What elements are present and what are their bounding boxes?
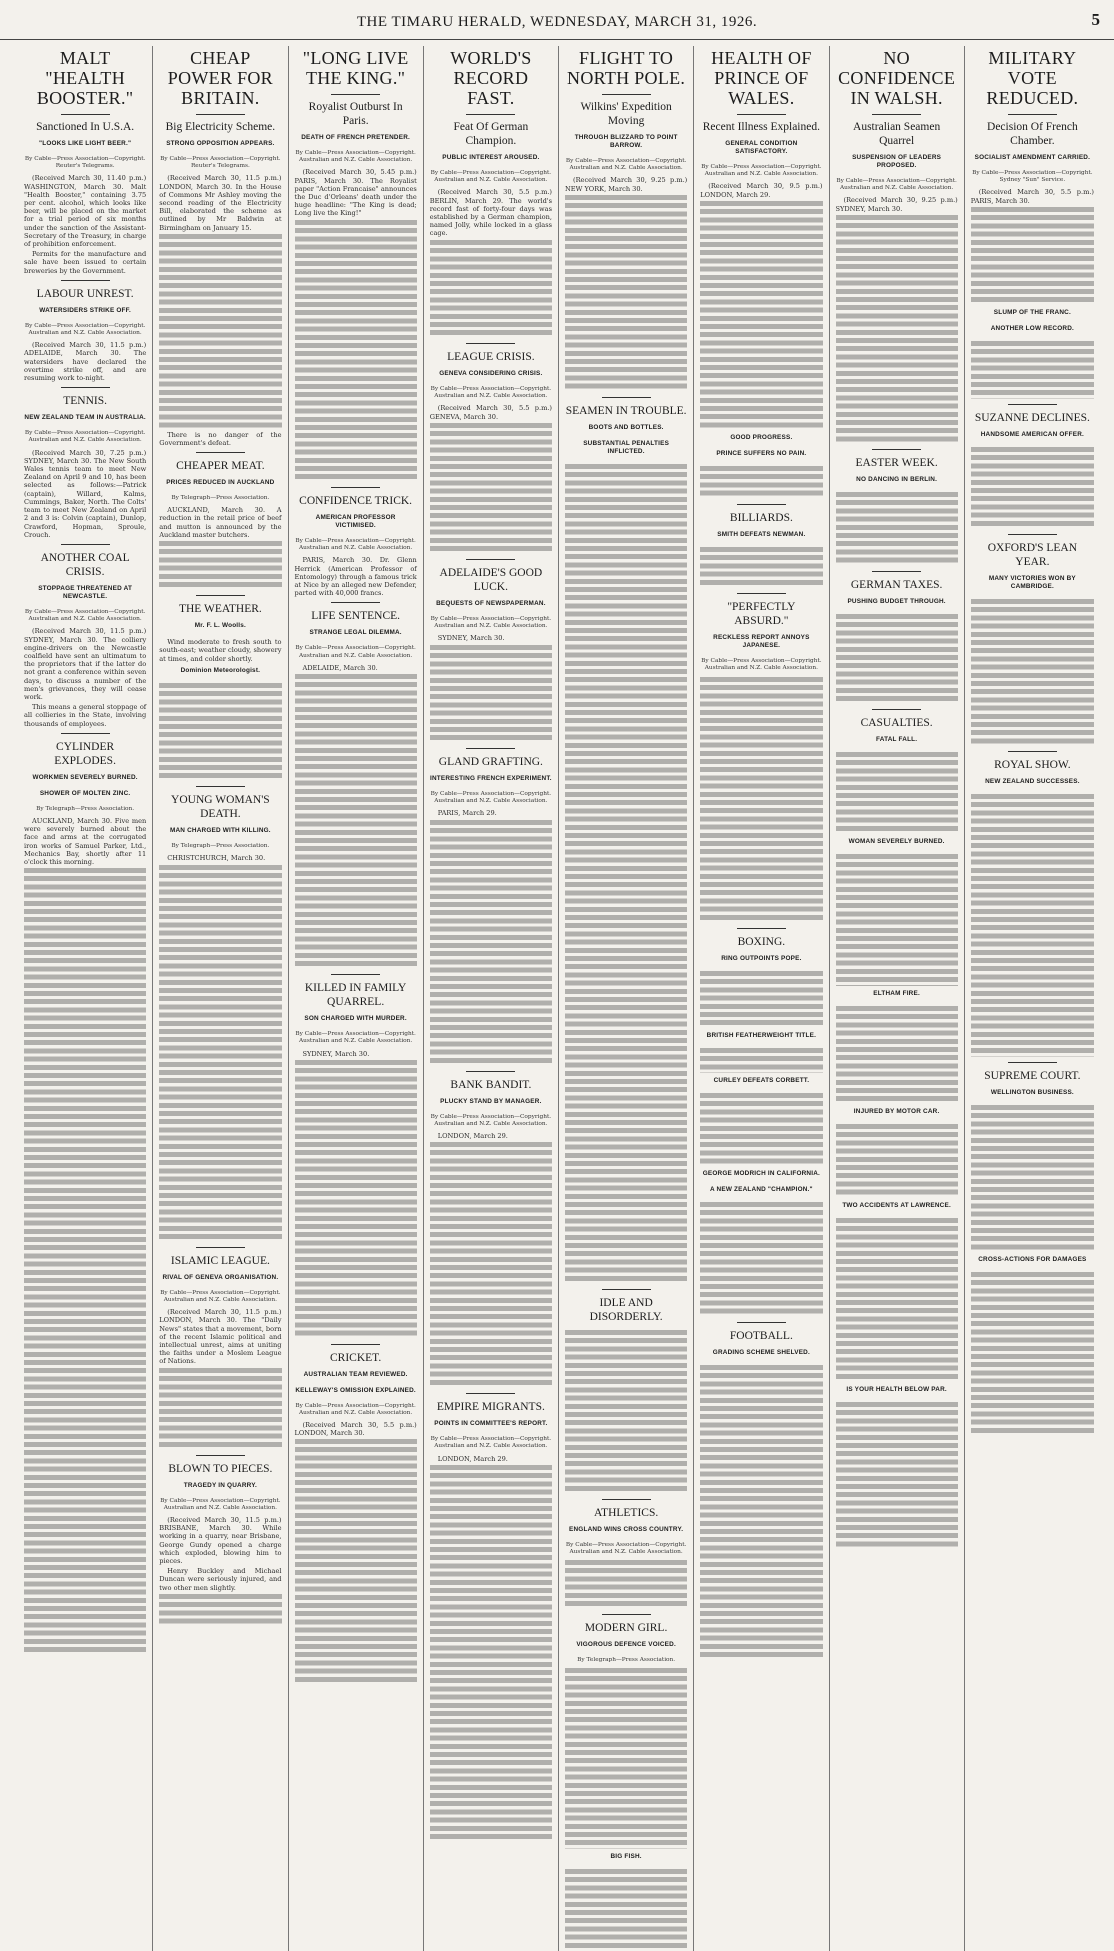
illegible-text-block [700,971,822,1028]
illegible-text-block [159,1594,281,1627]
illegible-text-block [971,794,1094,1056]
divider-rule [737,593,786,594]
article-paragraph: (Received March 30, 9.25 p.m.) SYDNEY, March 30. [835,196,958,213]
article-subhead: ANOTHER LOW RECORD. [990,325,1075,333]
divider-rule [331,974,380,975]
article-subhead: AUSTRALIAN TEAM REVIEWED. [303,1370,408,1378]
article-subhead: KELLEWAY'S OMISSION EXPLAINED. [295,1386,416,1394]
article-deck: Feat Of German Champion. [453,121,529,147]
article-title: CHEAPER MEAT. [176,460,265,473]
illegible-text-block [295,1060,417,1339]
illegible-text-block [565,1668,687,1848]
article-paragraph: (Received March 30, 5.5 p.m.) LONDON, March 30. [294,1421,417,1438]
wire-credit: By Cable—Press Association—Copyright. Australian and N.Z. Cable Association. [430,616,552,630]
article-subhead: CURLEY DEFEATS CORBETT. [713,1076,810,1084]
article-title: CONFIDENCE TRICK. [299,495,413,508]
article-subhead: A NEW ZEALAND "CHAMPION." [709,1186,813,1194]
article-paragraph: PARIS, March 29. [437,809,497,818]
illegible-text-block [565,1560,687,1609]
article-subhead: Mr. F. L. Woolls. [194,622,246,630]
article-subhead: PUBLIC INTEREST AROUSED. [442,154,540,161]
illegible-text-block [430,820,552,1066]
illegible-text-block [971,1272,1094,1436]
divider-rule [331,1344,380,1345]
newspaper-title: THE TIMARU HERALD, WEDNESDAY, MARCH 31, 1926. [356,14,758,30]
article-title: SUZANNE DECLINES. [974,411,1090,424]
article-paragraph: (Received March 30, 5.5 p.m.) BERLIN, March 29. The world's record fast of forty-four days was established by a German champion, named Jolly, while locked in a glass cage. [429,188,552,238]
wire-credit: By Cable—Press Association—Copyright. Australian and N.Z. Cable Association. [295,150,416,164]
divider-rule [466,1071,515,1072]
article-subhead: GEORGE MODRICH IN CALIFORNIA. [702,1170,821,1178]
article-subhead: MANY VICTORIES WON BY CAMBRIDGE. [988,574,1076,590]
article-subhead: SUBSTANTIAL PENALTIES INFLICTED. [583,439,670,455]
illegible-text-block [24,868,146,1655]
article-subhead: STRONG OPPOSITION APPEARS. [166,140,275,147]
wire-credit: By Telegraph—Press Association. [577,1657,676,1664]
illegible-text-block [700,1093,822,1167]
column-6 [694,46,829,1951]
divider-rule [61,114,110,115]
article-deck: Recent Illness Explained. [702,121,820,133]
article-subhead: PUSHING BUDGET THROUGH. [847,598,946,606]
article-title: CRICKET. [330,1351,382,1364]
article-paragraph: (Received March 30, 11.5 p.m.) ADELAIDE, March 30. The watersiders have declared the overtime strike off, and are resuming work to-night. [24,341,147,383]
article-title: SEAMEN IN TROUBLE. [565,404,687,417]
divider-rule [466,114,515,115]
wire-credit: By Cable—Press Association—Copyright. Sydney "Sun" Service. [972,170,1093,184]
illegible-text-block [836,1124,958,1198]
wire-credit: By Telegraph—Press Association. [36,805,135,812]
illegible-text-block [159,541,281,590]
illegible-text-block [430,423,552,554]
article-paragraph: This means a general stoppage of all collieries in the State, involving thousands of employees. [24,703,147,728]
wire-credit: By Cable—Press Association—Copyright. Australian and N.Z. Cable Association. [295,645,416,659]
illegible-text-block [295,1439,417,1685]
divider-rule [61,280,110,281]
article-headline: FLIGHT TO NORTH POLE. [567,48,686,88]
article-title: BOXING. [737,935,786,948]
article-subhead: INTERESTING FRENCH EXPERIMENT. [429,775,552,783]
article-title: TENNIS. [63,395,107,408]
article-paragraph: Wind moderate to fresh south to south-east; weather cloudy, showery at times, and colder shortly. [159,638,282,663]
article-headline: HEALTH OF PRINCE OF WALES. [711,48,812,108]
illegible-text-block [971,1105,1094,1253]
wire-credit: By Cable—Press Association—Copyright. Australian and N.Z. Cable Association. [430,170,552,184]
article-title: FOOTBALL. [729,1330,793,1343]
illegible-text-block [836,614,958,704]
divider-rule [1008,1062,1057,1063]
column-3 [289,46,424,1951]
article-subhead: ENGLAND WINS CROSS COUNTRY. [569,1525,684,1533]
article-subhead: WATERSIDERS STRIKE OFF. [39,306,132,314]
article-title: CYLINDER EXPLODES. [54,740,116,767]
illegible-text-block [430,645,552,743]
article-title: ISLAMIC LEAGUE. [170,1254,270,1267]
divider-rule [602,94,651,95]
illegible-text-block [700,1202,822,1317]
divider-rule [331,602,380,603]
divider-rule [196,1247,245,1248]
article-title: ROYAL SHOW. [994,759,1071,772]
article-paragraph: There is no danger of the Government's defeat. [159,430,282,447]
article-subhead: NEW ZEALAND TEAM IN AUSTRALIA. [24,414,146,422]
article-title: ATHLETICS. [594,1506,659,1519]
article-subhead: PLUCKY STAND BY MANAGER. [440,1097,542,1105]
article-title: ADELAIDE'S GOOD LUCK. [439,567,543,594]
illegible-text-block [565,1869,687,1951]
article-subhead: VIGOROUS DEFENCE VOICED. [576,1641,676,1649]
page-number: 5 [1091,10,1100,29]
divider-rule [872,114,921,115]
wire-credit: By Cable—Press Association—Copyright. Australian and N.Z. Cable Association. [565,1541,687,1555]
article-deck: Royalist Outburst In Paris. [308,101,403,127]
divider-rule [602,1614,651,1615]
article-subhead: IS YOUR HEALTH BELOW PAR. [846,1385,947,1393]
article-paragraph: SYDNEY, March 30. [437,634,505,643]
illegible-text-block [295,220,417,482]
article-subhead: HANDSOME AMERICAN OFFER. [980,430,1084,438]
illegible-text-block [971,447,1094,529]
article-title: OXFORD'S LEAN YEAR. [987,541,1078,568]
article-paragraph: (Received March 30, 5.5 p.m.) GENEVA, March 30. [429,404,552,421]
article-paragraph: (Received March 30, 11.5 p.m.) LONDON, March 30. In the House of Commons Mr Ashley moving the second reading of the Electricity Bill, elaborated the scheme as outlined by Mr Baldwin at Birmingham on January 15. [159,174,282,232]
column-5 [559,46,694,1951]
article-paragraph: ADELAIDE, March 30. [302,663,378,672]
divider-rule [1008,751,1057,752]
article-subhead: PRINCE SUFFERS NO PAIN. [716,450,807,458]
article-subhead: POINTS IN COMMITTEE'S REPORT. [434,1420,548,1428]
illegible-text-block [700,547,822,588]
wire-credit: By Telegraph—Press Association. [171,843,270,850]
article-deck: Sanctioned In U.S.A. [36,121,135,133]
article-title: KILLED IN FAMILY QUARREL. [304,982,407,1009]
wire-credit: By Cable—Press Association—Copyright. Australian and N.Z. Cable Association. [160,1289,281,1304]
illegible-text-block [565,464,687,1284]
article-title: "PERFECTLY ABSURD." [727,601,796,628]
illegible-text-block [700,1048,822,1073]
article-title: BLOWN TO PIECES. [168,1462,273,1475]
article-deck: Wilkins' Expedition Moving [580,101,672,127]
article-deck: Big Electricity Scheme. [165,121,276,133]
wire-credit: By Telegraph—Press Association. [171,495,270,502]
article-subhead: Dominion Meteorologist. [180,666,261,674]
article-paragraph: Permits for the manufacture and sale have been issued to certain breweries by the Government. [24,250,147,275]
illegible-text-block [565,195,687,392]
illegible-text-block [836,215,958,445]
article-title: BANK BANDIT. [450,1078,532,1091]
wire-credit: By Cable—Press Association—Copyright. Australian and N.Z. Cable Association. [430,1436,552,1450]
illegible-text-block [700,677,822,923]
wire-credit: By Cable—Press Association—Copyright. Reuter's Telegrams. [24,156,146,170]
divider-rule [196,786,245,787]
divider-rule [1008,404,1057,405]
article-title: MODERN GIRL. [584,1622,668,1635]
illegible-text-block [700,466,822,499]
article-title: SUPREME COURT. [984,1069,1081,1082]
article-subhead: SOCIALIST AMENDMENT CARRIED. [974,154,1091,161]
divider-rule [737,1322,786,1323]
illegible-text-block [159,1368,281,1450]
illegible-text-block [836,752,958,834]
article-paragraph: PARIS, March 30. Dr. Glenn Herrick (American Professor of Entomology) through a famous trick at Nice by an alleged new Defender, parted with 40,000 francs. [294,556,417,598]
article-paragraph: (Received March 30, 9.5 p.m.) LONDON, March 29. [700,182,823,199]
article-paragraph: (Received March 30, 11.5 p.m.) BRISBANE, March 30. While working in a quarry, near Brisbane, George Gundy opened a charge which exploded, blowing him to pieces. [159,1516,282,1566]
article-deck: Australian Seamen Quarrel [853,121,941,147]
illegible-text-block [971,599,1094,747]
article-paragraph: AUCKLAND, March 30. A reduction in the retail price of beef and mutton is announced by the Auckland master butchers. [159,506,282,539]
article-subhead: SUSPENSION OF LEADERS PROPOSED. [852,154,942,169]
wire-credit: By Cable—Press Association—Copyright. Reuter's Telegrams. [160,156,281,170]
article-paragraph: (Received March 30, 11.40 p.m.) WASHINGTON, March 30. Malt "Health Booster," containing 3.75 per cent. alcohol, which looks like beer, will be placed on the market for a trial period of six months under the sanction of the Assistant-Secretary of the Treasury, in charge of prohibition enforcement. [24,174,147,249]
wire-credit: By Cable—Press Association—Copyright. Australian and N.Z. Cable Association. [701,164,822,178]
article-subhead: AMERICAN PROFESSOR VICTIMISED. [315,514,396,530]
divider-rule [196,595,245,596]
article-subhead: THROUGH BLIZZARD TO POINT BARROW. [574,134,678,149]
article-subhead: BOOTS AND BOTTLES. [588,423,664,431]
article-subhead: SLUMP OF THE FRANC. [993,309,1071,317]
article-deck: Decision Of French Chamber. [987,121,1078,147]
illegible-text-block [836,1218,958,1382]
article-title: THE WEATHER. [178,603,262,616]
article-subhead: FATAL FALL. [876,736,918,744]
article-paragraph: (Received March 30, 5.45 p.m.) PARIS, March 30. The Royalist paper "Action Francaise" announces the Duc d'Orleans' death under the huge headline: "The King is dead; Long live the King!" [294,168,417,218]
masthead [0,0,1114,40]
article-paragraph: LONDON, March 29. [437,1454,508,1463]
divider-rule [872,449,921,450]
article-subhead: SMITH DEFEATS NEWMAN. [717,531,806,539]
article-subhead: TWO ACCIDENTS AT LAWRENCE. [842,1201,951,1209]
article-paragraph: (Received March 30, 5.5 p.m.) PARIS, March 30. [970,188,1094,205]
article-subhead: BRITISH FEATHERWEIGHT TITLE. [706,1032,817,1039]
illegible-text-block [836,854,958,985]
wire-credit: By Cable—Press Association—Copyright. Australian and N.Z. Cable Association. [701,658,822,672]
article-subhead: DEATH OF FRENCH PRETENDER. [301,134,410,141]
wire-credit: By Cable—Press Association—Copyright. Australian and N.Z. Cable Association. [295,1402,416,1416]
wire-credit: By Cable—Press Association—Copyright. Australian and N.Z. Cable Association. [24,430,146,444]
article-title: BILLIARDS. [729,512,793,525]
column-8 [965,46,1100,1951]
article-subhead: RECKLESS REPORT ANNOYS JAPANESE. [713,634,810,650]
illegible-text-block [836,1402,958,1550]
wire-credit: By Cable—Press Association—Copyright. Australian and N.Z. Cable Association. [295,1031,416,1045]
illegible-text-block [565,1330,687,1494]
wire-credit: By Cable—Press Association—Copyright. Australian and N.Z. Cable Association. [160,1497,281,1511]
column-1 [18,46,153,1951]
divider-rule [466,1393,515,1394]
article-subhead: NEW ZEALAND SUCCESSES. [985,778,1080,786]
article-subhead: RIVAL OF GENEVA ORGANISATION. [162,1273,279,1281]
divider-rule [602,1289,651,1290]
wire-credit: By Cable—Press Association—Copyright. Australian and N.Z. Cable Association. [295,538,416,552]
divider-rule [61,733,110,734]
article-subhead: RING OUTPOINTS POPE. [721,954,802,962]
divider-rule [737,928,786,929]
divider-rule [196,114,245,115]
article-subhead: GRADING SCHEME SHELVED. [712,1349,810,1357]
divider-rule [196,1455,245,1456]
article-title: IDLE AND DISORDERLY. [589,1296,663,1323]
article-paragraph: Henry Buckley and Michael Duncan were seriously injured, and two other men slightly. [159,1567,282,1592]
article-headline: "LONG LIVE THE KING." [302,48,409,88]
divider-rule [1008,114,1057,115]
wire-credit: By Cable—Press Association—Copyright. Australian and N.Z. Cable Association. [836,178,957,192]
article-subhead: GENEVA CONSIDERING CRISIS. [439,370,543,378]
column-7 [830,46,965,1951]
article-headline: NO CONFIDENCE IN WALSH. [838,48,956,108]
divider-rule [737,504,786,505]
divider-rule [466,559,515,560]
illegible-text-block [159,234,281,431]
illegible-text-block [430,1142,552,1388]
illegible-text-block [430,240,552,338]
newspaper-columns [18,46,1100,1860]
divider-rule [1008,534,1057,535]
article-subhead: BEQUESTS OF NEWSPAPERMAN. [436,600,546,608]
wire-credit: By Cable—Press Association—Copyright. Australian and N.Z. Cable Association. [430,386,552,400]
article-subhead: BIG FISH. [610,1852,642,1860]
divider-rule [602,1499,651,1500]
divider-rule [466,343,515,344]
article-subhead: INJURED BY MOTOR CAR. [853,1107,940,1115]
article-headline: MILITARY VOTE REDUCED. [986,48,1079,108]
column-2 [153,46,288,1951]
divider-rule [61,544,110,545]
article-paragraph: (Received March 30, 9.25 p.m.) NEW YORK, March 30. [565,176,688,193]
illegible-text-block [836,492,958,566]
illegible-text-block [971,341,1094,398]
divider-rule [196,452,245,453]
article-subhead: STRANGE LEGAL DILEMMA. [309,629,402,637]
article-paragraph: LONDON, March 29. [437,1132,508,1141]
article-headline: WORLD'S RECORD FAST. [450,48,532,108]
article-subhead: CROSS-ACTIONS FOR DAMAGES [978,1256,1087,1264]
illegible-text-block [159,683,281,781]
illegible-text-block [700,201,822,431]
article-paragraph: CHRISTCHURCH, March 30. [167,854,266,863]
illegible-text-block [700,1365,822,1660]
divider-rule [872,709,921,710]
divider-rule [872,571,921,572]
wire-credit: By Cable—Press Association—Copyright. Australian and N.Z. Cable Association. [430,791,552,805]
article-title: YOUNG WOMAN'S DEATH. [171,794,270,821]
article-title: GLAND GRAFTING. [438,756,543,769]
article-subhead: MAN CHARGED WITH KILLING. [169,827,271,835]
divider-rule [331,94,380,95]
article-subhead: TRAGEDY IN QUARRY. [183,1481,257,1489]
divider-rule [331,487,380,488]
article-paragraph: SYDNEY, March 30. [302,1049,370,1058]
article-title: CASUALTIES. [860,717,933,730]
article-subhead: ELTHAM FIRE. [873,989,920,997]
article-title: LEAGUE CRISIS. [447,351,535,364]
article-title: ANOTHER COAL CRISIS. [40,551,130,578]
illegible-text-block [971,207,1094,305]
divider-rule [737,114,786,115]
column-4 [424,46,559,1951]
divider-rule [466,748,515,749]
article-subhead: WOMAN SEVERELY BURNED. [848,838,945,846]
divider-rule [61,387,110,388]
illegible-text-block [430,1465,552,1842]
wire-credit: By Cable—Press Association—Copyright. Australian and N.Z. Cable Association. [430,1113,552,1127]
article-subhead: GOOD PROGRESS. [730,434,793,442]
article-paragraph: AUCKLAND, March 30. Five men were severely burned about the face and arms at the corrugated iron works of Samuel Parker, Ltd., Mechanics Bay, shortly after 11 o'clock this morning. [24,816,147,866]
article-title: EMPIRE MIGRANTS. [436,1401,545,1414]
article-subhead: WORKMEN SEVERELY BURNED. [32,773,138,781]
article-subhead: SHOWER OF MOLTEN ZINC. [39,789,131,797]
article-subhead: SON CHARGED WITH MURDER. [304,1015,407,1023]
article-subhead: STOPPAGE THREATENED AT NEWCASTLE. [38,584,133,600]
article-title: GERMAN TAXES. [850,579,943,592]
article-subhead: PRICES REDUCED IN AUCKLAND [166,479,275,487]
article-headline: CHEAP POWER FOR BRITAIN. [167,48,273,108]
illegible-text-block [159,865,281,1242]
wire-credit: By Cable—Press Association—Copyright. Australian and N.Z. Cable Association. [24,608,146,623]
article-subhead: NO DANCING IN BERLIN. [856,476,938,484]
illegible-text-block [295,674,417,969]
wire-credit: By Cable—Press Association—Copyright. Australian and N.Z. Cable Association. [24,322,146,337]
divider-rule [602,397,651,398]
article-subhead: GENERAL CONDITION SATISFACTORY. [725,140,798,155]
illegible-text-block [836,1006,958,1104]
article-paragraph: (Received March 30, 11.5 p.m.) SYDNEY, March 30. The colliery engine-drivers on the Newcastle coalfield have sent an ultimatum to the proprietors that if the latter do not grant a conference within seven days, to discuss a number of the men's grievances, they will cease work. [24,627,147,701]
article-headline: MALT "HEALTH BOOSTER." [36,48,134,108]
article-paragraph: (Received March 30, 7.25 p.m.) SYDNEY, March 30. The New South Wales tennis team to meet New Zealand on April 9 and 10, has been selected as follows:—Patrick (captain), Willard, Kalms, Cummings, Baker, North. The Colts' team to meet New Zealand on April 2 and 3 is: Colvin (captain), Dunlop, Crawford, Hopman, Sproule, Crouch. [24,448,147,539]
article-title: LIFE SENTENCE. [311,610,401,623]
article-paragraph: (Received March 30, 11.5 p.m.) LONDON, March 30. The "Daily News" states that a movement, born of the recent Islamic political and intellectual unrest, aims at uniting the faiths under a Moslem League of Nations. [159,1308,282,1366]
wire-credit: By Cable—Press Association—Copyright. Australian and N.Z. Cable Association. [565,158,687,172]
article-title: LABOUR UNREST. [36,287,134,300]
article-subhead: "LOOKS LIKE LIGHT BEER." [39,140,132,147]
article-subhead: WELLINGTON BUSINESS. [990,1088,1074,1096]
article-title: EASTER WEEK. [855,457,938,470]
